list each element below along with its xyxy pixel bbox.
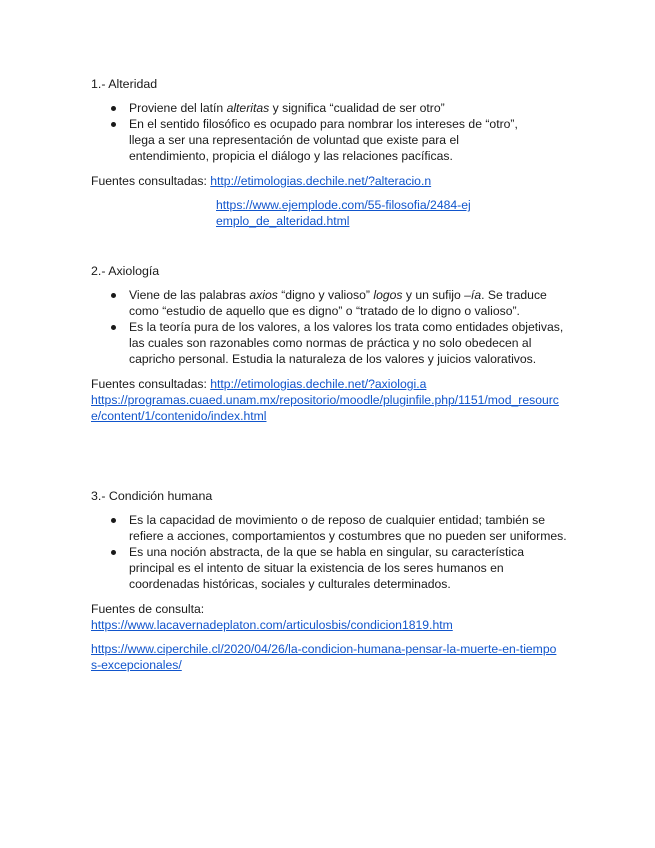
sources-line — [91, 376, 571, 392]
section-heading: 2.- Axiología — [91, 264, 160, 278]
list-item: Es la teoría pura de los valores, a los valores los trata como entidades objetivas, las cuales son razonables como normas de práctica y no solo obedecen al capricho personal. Estudia la naturaleza de los valores y juicios valorativos. — [91, 319, 571, 367]
source-link[interactable]: https://www.lacavernadeplaton.com/articulosbis/condicion1819.htm — [91, 618, 453, 632]
list-item: Es la capacidad de movimiento o de reposo de cualquier entidad; también se refiere a acciones, comportamientos y costumbres que no pueden ser uniformes. — [91, 512, 571, 544]
bullet-list — [91, 100, 571, 164]
source-link[interactable]: http://etimologias.dechile.net/?axiologi.a — [210, 377, 427, 391]
source-link[interactable]: https://www.ejemplode.com/55-filosofia/2484-ejemplo_de_alteridad.html — [216, 198, 471, 228]
section-axiologia — [91, 263, 571, 424]
bullet-icon — [111, 122, 116, 127]
bullet-icon — [111, 550, 116, 555]
section-condicion-humana — [91, 488, 571, 673]
sources-label: Fuentes de consulta: — [91, 602, 205, 616]
bullet-icon — [111, 325, 116, 330]
list-item: En el sentido filosófico es ocupado para nombrar los intereses de “otro”, llega a ser una representación de voluntad que existe para el entendimiento, propicia el diálogo y las relaciones pacíficas. — [91, 116, 539, 164]
list-item: Viene de las palabras axios “digno y valioso” logos y un sufijo –ía. Se traduce como “estudio de aquello que es digno” o “tratado de lo digno o valioso”. — [91, 287, 571, 319]
bullet-icon — [111, 106, 116, 111]
source-link[interactable]: https://www.ciperchile.cl/2020/04/26/la-condicion-humana-pensar-la-muerte-en-tiempos-excepcionales/ — [91, 642, 557, 672]
bullet-icon — [111, 518, 116, 523]
bullet-list — [91, 287, 571, 367]
list-item: Es una noción abstracta, de la que se habla en singular, su característica principal es el intento de situar la existencia de los seres humanos en coordenadas históricas, sociales y culturales determinados. — [91, 544, 571, 592]
list-item: Proviene del latín alteritas y significa “cualidad de ser otro” — [91, 100, 571, 116]
bullet-icon — [111, 293, 116, 298]
section-alteridad — [91, 76, 571, 229]
sources-label: Fuentes consultadas: — [91, 174, 211, 188]
section-heading: 3.- Condición humana — [91, 489, 213, 503]
source-link[interactable]: http://etimologias.dechile.net/?alteracio.n — [210, 174, 432, 188]
bullet-list — [91, 512, 571, 592]
section-heading: 1.- Alteridad — [91, 77, 158, 91]
sources-label: Fuentes consultadas: — [91, 377, 211, 391]
sources-line — [91, 173, 571, 189]
source-link[interactable]: https://programas.cuaed.unam.mx/repositorio/moodle/pluginfile.php/1151/mod_resource/content/1/contenido/index.html — [91, 393, 559, 423]
